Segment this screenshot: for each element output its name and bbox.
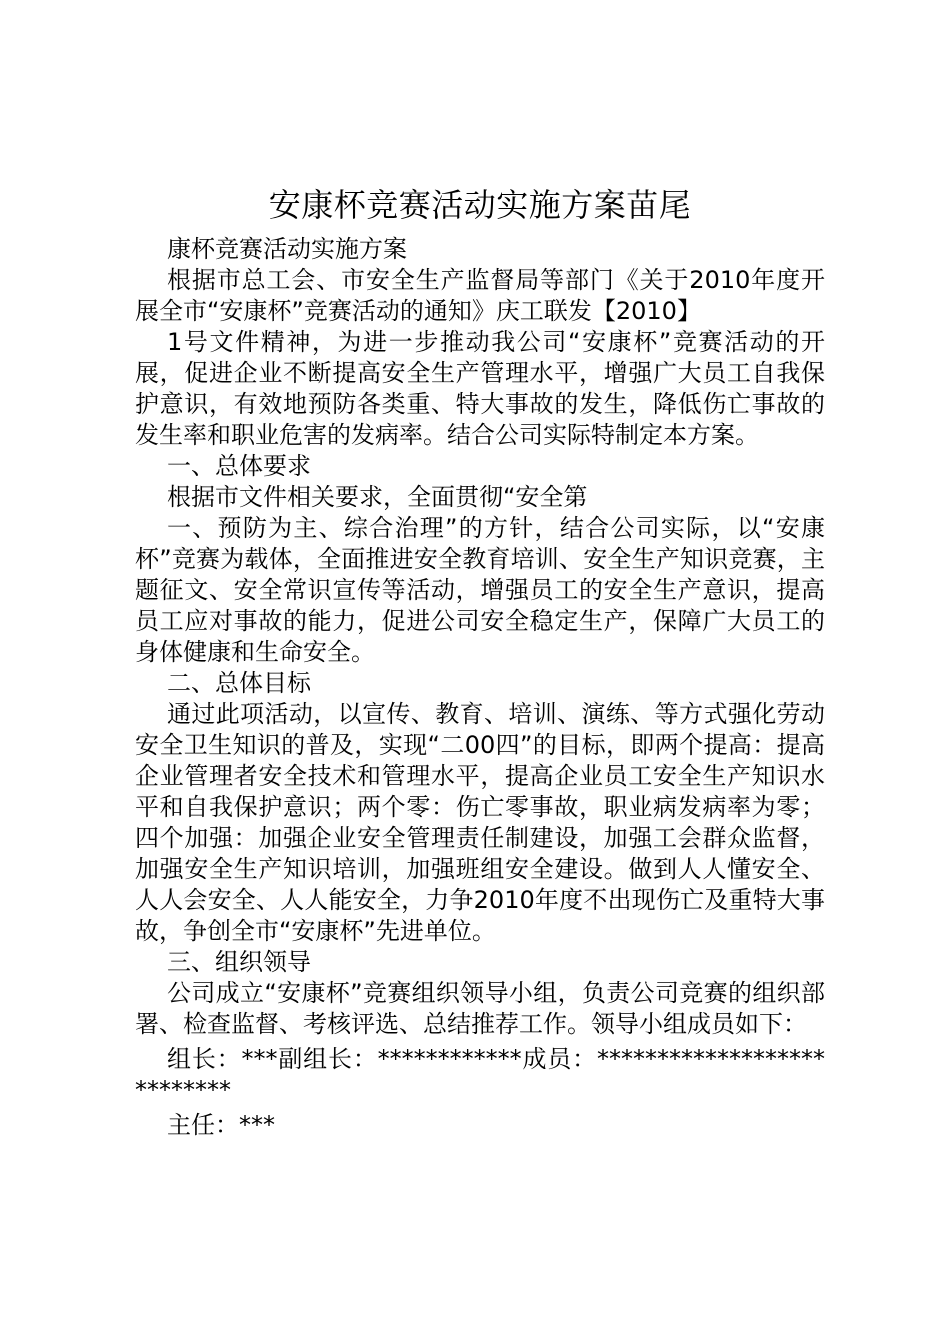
paragraph-basis: 根据市总工会、市安全生产监督局等部门《关于2010年度开展全市“安康杯”竞赛活动的通知》庆工联发【2010】 [135,266,825,325]
paragraph-team-members: 组长：***副组长：************成员：*************************** [135,1045,825,1104]
paragraph-subtitle: 康杯竞赛活动实施方案 [167,235,407,263]
paragraph-goals-detail: 通过此项活动，以宣传、教育、培训、演练、等方式强化劳动安全卫生知识的普及，实现“二00四”的目标，即两个提高：提高企业管理者安全技术和管理水平，提高企业员工安全生产知识水平和自我保护意识；两个零：伤亡零事故，职业病发病率为零；四个加强：加强企业安全管理责任制建设，加强工会群众监督，加强安全生产知识培训，加强班组安全建设。做到人人懂安全、人人会安全、人人能安全，力争2010年度不出现伤亡及重特大事故，争创全市“安康杯”先进单位。 [135,700,825,945]
document-body [135,234,825,1141]
paragraph-director: 主任：*** [167,1111,275,1139]
paragraph-requirements-intro: 根据市文件相关要求，全面贯彻“安全第 [167,483,588,511]
section-heading-overall-goals: 二、总体目标 [167,669,311,697]
section-heading-overall-requirements: 一、总体要求 [167,452,311,480]
section-heading-organization: 三、组织领导 [167,948,311,976]
document-title: 安康杯竞赛活动实施方案苗尾 [268,186,692,224]
paragraph-purpose: 1号文件精神，为进一步推动我公司“安康杯”竞赛活动的开展，促进企业不断提高安全生产管理水平，增强广大员工自我保护意识，有效地预防各类重、特大事故的发生，降低伤亡事故的发生率和职业危害的发病率。结合公司实际特制定本方案。 [135,328,825,449]
paragraph-organization-detail: 公司成立“安康杯”竞赛组织领导小组，负责公司竞赛的组织部署、检查监督、考核评选、总结推荐工作。领导小组成员如下： [135,979,825,1038]
paragraph-requirements-detail: 一、预防为主、综合治理”的方针，结合公司实际，以“安康杯”竞赛为载体，全面推进安全教育培训、安全生产知识竞赛，主题征文、安全常识宣传等活动，增强员工的安全生产意识，提高员工应对事故的能力，促进公司安全稳定生产，保障广大员工的身体健康和生命安全。 [135,514,825,666]
